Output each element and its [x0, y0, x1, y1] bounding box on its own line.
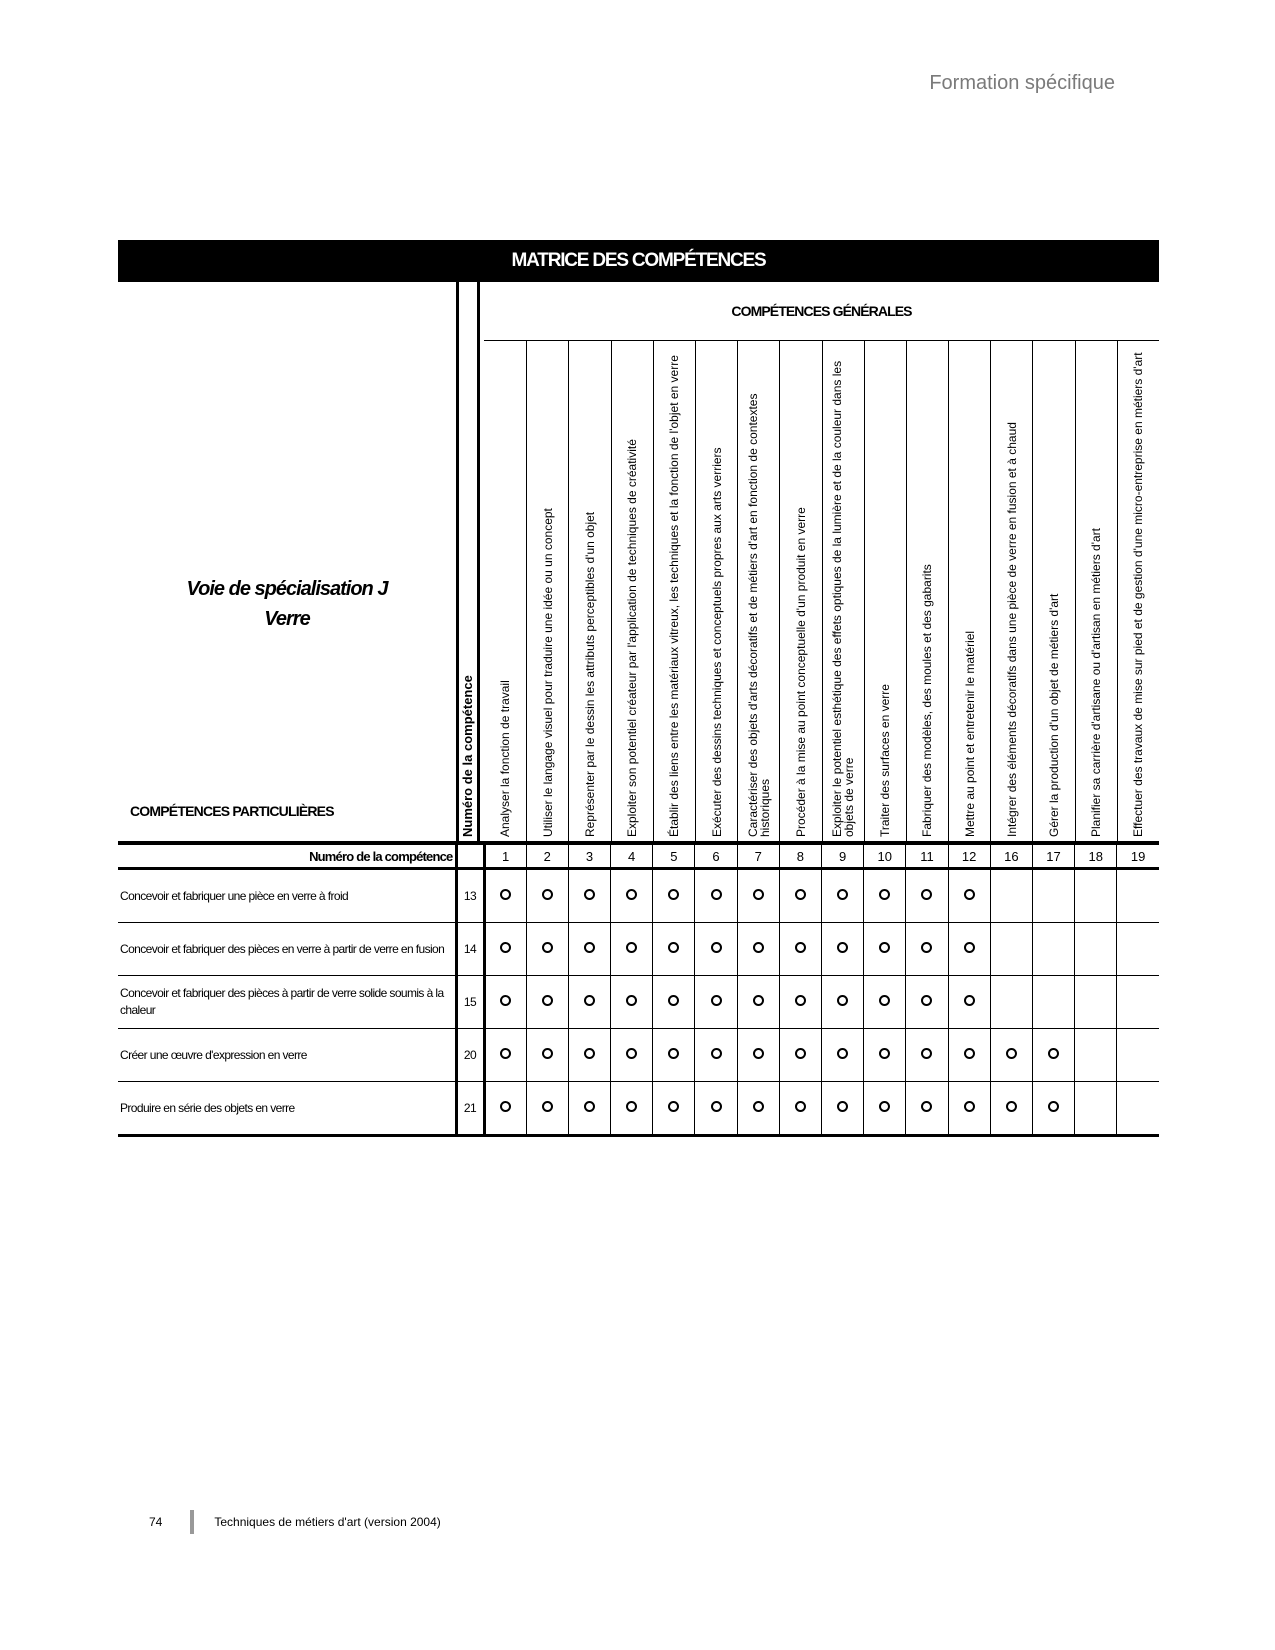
matrix-cell [1117, 869, 1159, 923]
matrix-cell [906, 1029, 948, 1082]
matrix-cell [484, 923, 526, 976]
matrix-cell [779, 869, 821, 923]
general-competency-number: 18 [1075, 843, 1117, 869]
number-row-label: Numéro de la compétence [309, 848, 453, 864]
link-marker-icon [668, 889, 679, 900]
particular-competency-number: 21 [456, 1082, 484, 1136]
link-marker-icon [837, 1101, 848, 1112]
general-competency-number: 4 [611, 843, 653, 869]
link-marker-icon [542, 889, 553, 900]
voie-line-1: Voie de spécialisation J [186, 578, 388, 600]
link-marker-icon [668, 942, 679, 953]
matrix-cell [1117, 1029, 1159, 1082]
matrix-cell [1117, 923, 1159, 976]
general-competency-header [779, 340, 821, 841]
link-marker-icon [753, 1048, 764, 1059]
matrix-cell [822, 923, 864, 976]
link-marker-icon [1006, 1048, 1017, 1059]
competency-row [118, 923, 1159, 976]
link-marker-icon [879, 1101, 890, 1112]
matrix-cell [611, 923, 653, 976]
matrix-cell [653, 923, 695, 976]
general-competency-header [1117, 340, 1159, 841]
matrix-cell [484, 1082, 526, 1136]
matrix-cell [779, 923, 821, 976]
number-row-empty-cell [456, 843, 484, 869]
general-competency-label: Planifier sa carrière d'artisane ou d'artisan en métiers d'art [1089, 527, 1104, 837]
footer-divider [190, 1510, 194, 1534]
general-competency-header [906, 340, 948, 841]
general-competency-header [1032, 340, 1074, 841]
matrix-cell [948, 1029, 990, 1082]
general-competency-headers [484, 340, 1159, 841]
link-marker-icon [1048, 1048, 1059, 1059]
link-marker-icon [668, 995, 679, 1006]
particular-competency-label: Produire en série des objets en verre [120, 1100, 295, 1115]
link-marker-icon [753, 942, 764, 953]
matrix-cell [611, 1029, 653, 1082]
link-marker-icon [837, 942, 848, 953]
matrix-cell [948, 923, 990, 976]
general-competency-header [526, 340, 568, 841]
general-competency-number: 16 [990, 843, 1032, 869]
general-competency-label: Représenter par le dessin les attributs perceptibles d'un objet [582, 511, 597, 837]
matrix-grid [118, 841, 1159, 1137]
link-marker-icon [921, 1101, 932, 1112]
matrix-title: MATRICE DES COMPÉTENCES [118, 240, 1159, 282]
link-marker-icon [542, 942, 553, 953]
matrix-cell [1032, 869, 1074, 923]
particular-competency-label: Concevoir et fabriquer une pièce en verre à froid [120, 888, 349, 903]
matrix-cell [864, 923, 906, 976]
particular-competency-label: Concevoir et fabriquer des pièces en verre à partir de verre en fusion [120, 941, 445, 956]
matrix-cell [695, 869, 737, 923]
general-competency-label: Fabriquer des modèles, des moules et des gabarits [920, 564, 935, 837]
voie-line-2: Verre [264, 608, 310, 630]
link-marker-icon [711, 1048, 722, 1059]
matrix-cell [526, 976, 568, 1029]
general-competency-header [948, 340, 990, 841]
matrix-cell [526, 869, 568, 923]
general-competency-header [990, 340, 1032, 841]
general-competency-header [1075, 340, 1117, 841]
general-competency-number: 2 [526, 843, 568, 869]
matrix-cell [484, 976, 526, 1029]
matrix-cell [695, 1029, 737, 1082]
matrix-cell [990, 976, 1032, 1029]
link-marker-icon [795, 1101, 806, 1112]
general-competency-number: 6 [695, 843, 737, 869]
general-competency-header [484, 340, 526, 841]
matrix-cell [611, 976, 653, 1029]
link-marker-icon [837, 995, 848, 1006]
link-marker-icon [921, 1048, 932, 1059]
link-marker-icon [879, 889, 890, 900]
general-competency-header [864, 340, 906, 841]
page-number: 74 [149, 1515, 163, 1529]
particular-competency-number: 13 [456, 869, 484, 923]
general-competency-number: 19 [1117, 843, 1159, 869]
matrix-cell [1032, 1029, 1074, 1082]
general-competency-number: 5 [653, 843, 695, 869]
link-marker-icon [795, 1048, 806, 1059]
link-marker-icon [626, 995, 637, 1006]
general-competency-header [653, 340, 695, 841]
matrix-cell [737, 869, 779, 923]
general-competency-label: Intégrer des éléments décoratifs dans une pièce de verre en fusion et à chaud [1004, 422, 1019, 837]
particulieres-label: COMPÉTENCES PARTICULIÈRES [130, 803, 334, 819]
matrix-cell [568, 1082, 610, 1136]
general-competency-label: Gérer la production d'un objet de métiers d'art [1047, 593, 1062, 837]
matrix-cell [1075, 923, 1117, 976]
matrix-cell [611, 1082, 653, 1136]
matrix-cell [779, 976, 821, 1029]
link-marker-icon [837, 1048, 848, 1059]
matrix-cell [484, 869, 526, 923]
matrix-cell [526, 923, 568, 976]
matrix-cell [906, 923, 948, 976]
general-competency-header [568, 340, 610, 841]
generales-label: COMPÉTENCES GÉNÉRALES [484, 282, 1159, 341]
competency-row [118, 1082, 1159, 1136]
link-marker-icon [837, 889, 848, 900]
link-marker-icon [542, 1048, 553, 1059]
matrix-cell [864, 869, 906, 923]
competency-row [118, 869, 1159, 923]
matrix-cell [822, 1082, 864, 1136]
voie-title [118, 574, 456, 634]
link-marker-icon [711, 889, 722, 900]
general-competency-header [737, 340, 779, 841]
matrix-cell [484, 1029, 526, 1082]
matrix-header [118, 282, 1159, 841]
link-marker-icon [711, 1101, 722, 1112]
matrix-cell [568, 1029, 610, 1082]
competency-row [118, 976, 1159, 1029]
general-competency-number: 17 [1032, 843, 1074, 869]
matrix-cell [695, 976, 737, 1029]
competency-row [118, 1029, 1159, 1082]
matrix-cell [948, 869, 990, 923]
matrix-cell [653, 1029, 695, 1082]
matrix-cell [568, 976, 610, 1029]
matrix-cell [1075, 1082, 1117, 1136]
matrix-cell [1117, 1082, 1159, 1136]
general-competency-label: Procéder à la mise au point conceptuelle d'un produit en verre [793, 507, 808, 837]
general-competency-label: Caractériser des objets d'arts décoratifs et de métiers d'art en fonction de contextes historiques [745, 393, 772, 837]
matrix-cell [653, 1082, 695, 1136]
matrix-cell [822, 869, 864, 923]
matrix-cell [1075, 1029, 1117, 1082]
link-marker-icon [921, 889, 932, 900]
link-marker-icon [795, 995, 806, 1006]
link-marker-icon [753, 995, 764, 1006]
voie-panel [118, 282, 456, 841]
matrix-cell [990, 1082, 1032, 1136]
link-marker-icon [711, 995, 722, 1006]
matrix-cell [526, 1029, 568, 1082]
general-competency-number: 10 [864, 843, 906, 869]
matrix-cell [1032, 976, 1074, 1029]
link-marker-icon [1006, 1101, 1017, 1112]
matrix-cell [864, 1082, 906, 1136]
link-marker-icon [626, 889, 637, 900]
page-footer [149, 1510, 441, 1534]
general-competency-label: Analyser la fonction de travail [498, 680, 513, 837]
matrix-cell [990, 1029, 1032, 1082]
general-competency-label: Exploiter le potentiel esthétique des effets optiques de la lumière et de la couleur dans les objets de verre [830, 360, 857, 837]
matrix-cell [1075, 869, 1117, 923]
general-competency-number: 7 [737, 843, 779, 869]
matrix-cell [864, 1029, 906, 1082]
link-marker-icon [500, 942, 511, 953]
particular-competency-number: 15 [456, 976, 484, 1029]
matrix-cell [568, 869, 610, 923]
matrix-cell [948, 976, 990, 1029]
matrix-cell [611, 869, 653, 923]
link-marker-icon [542, 995, 553, 1006]
link-marker-icon [668, 1048, 679, 1059]
document-title: Techniques de métiers d'art (version 2004) [214, 1515, 441, 1529]
matrix-cell [526, 1082, 568, 1136]
matrix-cell [864, 976, 906, 1029]
matrix-cell [906, 976, 948, 1029]
link-marker-icon [584, 995, 595, 1006]
matrix-cell [906, 1082, 948, 1136]
link-marker-icon [795, 942, 806, 953]
particular-competency-number: 14 [456, 923, 484, 976]
link-marker-icon [879, 1048, 890, 1059]
matrix-cell [990, 923, 1032, 976]
numero-vertical-label: Numéro de la compétence [460, 675, 475, 837]
matrix-cell [1032, 1082, 1074, 1136]
link-marker-icon [753, 1101, 764, 1112]
link-marker-icon [964, 942, 975, 953]
matrix-cell [948, 1082, 990, 1136]
link-marker-icon [542, 1101, 553, 1112]
general-competency-label: Mettre au point et entretenir le matériel [962, 630, 977, 837]
general-competency-number: 9 [822, 843, 864, 869]
link-marker-icon [584, 1048, 595, 1059]
link-marker-icon [711, 942, 722, 953]
general-competency-label: Traiter des surfaces en verre [878, 684, 893, 837]
matrix-cell [695, 1082, 737, 1136]
link-marker-icon [879, 942, 890, 953]
matrix-cell [1075, 976, 1117, 1029]
general-competency-label: Exploiter son potentiel créateur par l'application de techniques de créativité [625, 439, 640, 837]
general-competency-number: 12 [948, 843, 990, 869]
section-header: Formation spécifique [929, 72, 1115, 94]
matrix-cell [1032, 923, 1074, 976]
link-marker-icon [753, 889, 764, 900]
link-marker-icon [879, 995, 890, 1006]
matrix-cell [779, 1029, 821, 1082]
matrix-cell [737, 1029, 779, 1082]
general-competency-label: Effectuer des travaux de mise sur pied et de gestion d'une micro-entreprise en métiers d'art [1131, 352, 1146, 837]
link-marker-icon [668, 1101, 679, 1112]
matrix-cell [695, 923, 737, 976]
general-competency-header [695, 340, 737, 841]
competency-number-row [118, 843, 1159, 869]
matrix-cell [653, 976, 695, 1029]
link-marker-icon [795, 889, 806, 900]
matrix-cell [906, 869, 948, 923]
particular-competency-label: Concevoir et fabriquer des pièces à partir de verre solide soumis à la chaleur [120, 986, 444, 1017]
particular-competency-label: Créer une œuvre d'expression en verre [120, 1047, 307, 1062]
matrix-cell [653, 869, 695, 923]
matrix-cell [779, 1082, 821, 1136]
matrix-cell [568, 923, 610, 976]
matrix-cell [990, 869, 1032, 923]
link-marker-icon [1048, 1101, 1059, 1112]
link-marker-icon [584, 942, 595, 953]
competency-matrix [118, 240, 1159, 1137]
link-marker-icon [964, 1101, 975, 1112]
matrix-cell [737, 923, 779, 976]
matrix-cell [822, 1029, 864, 1082]
link-marker-icon [626, 942, 637, 953]
general-competency-header [822, 340, 864, 841]
link-marker-icon [500, 1101, 511, 1112]
number-column-header [456, 282, 480, 841]
particular-competency-number: 20 [456, 1029, 484, 1082]
general-competency-number: 8 [779, 843, 821, 869]
link-marker-icon [500, 1048, 511, 1059]
link-marker-icon [964, 995, 975, 1006]
link-marker-icon [500, 995, 511, 1006]
general-competency-number: 11 [906, 843, 948, 869]
link-marker-icon [626, 1101, 637, 1112]
general-competency-label: Exécuter des dessins techniques et conceptuels propres aux arts verriers [709, 447, 724, 837]
link-marker-icon [921, 942, 932, 953]
general-competency-number: 3 [568, 843, 610, 869]
general-competency-label: Utiliser le langage visuel pour traduire une idée ou un concept [540, 508, 555, 837]
general-competency-label: Établir des liens entre les matériaux vitreux, les techniques et la fonction de l'objet en verre [667, 355, 682, 837]
general-competency-header [611, 340, 653, 841]
link-marker-icon [626, 1048, 637, 1059]
general-competency-number: 1 [484, 843, 526, 869]
matrix-cell [737, 976, 779, 1029]
link-marker-icon [964, 1048, 975, 1059]
link-marker-icon [500, 889, 511, 900]
matrix-cell [737, 1082, 779, 1136]
link-marker-icon [964, 889, 975, 900]
link-marker-icon [584, 1101, 595, 1112]
matrix-cell [822, 976, 864, 1029]
link-marker-icon [921, 995, 932, 1006]
link-marker-icon [584, 889, 595, 900]
matrix-cell [1117, 976, 1159, 1029]
